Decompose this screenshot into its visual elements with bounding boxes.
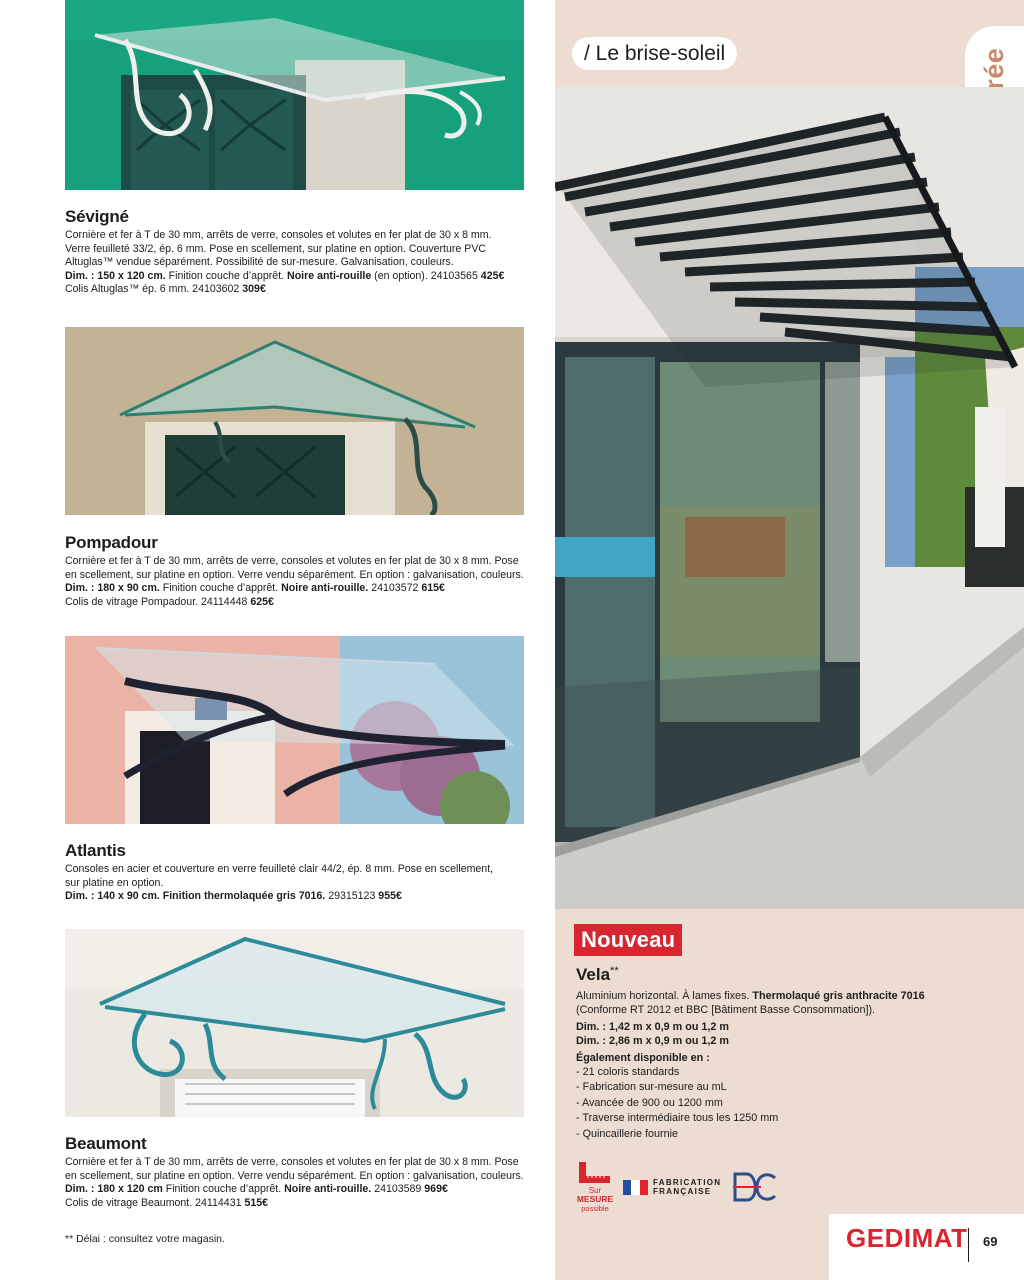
- product-extra-price: 309€: [242, 283, 266, 296]
- certification-logos: [576, 1160, 796, 1218]
- product-dimensions: Dim. : 1,42 m x 0,9 m ou 1,2 m Dim. : 2,86 m x 0,9 m ou 1,2 m: [576, 1021, 730, 1047]
- product-title: Beaumont: [65, 1134, 147, 1153]
- product-price: 969€: [424, 1183, 448, 1196]
- product-title: Pompadour: [65, 533, 158, 552]
- product-extra-price: 515€: [244, 1196, 269, 1209]
- section-title: / Le brise-soleil: [572, 37, 737, 70]
- product-description: Cornière et fer à T de 30 mm, arrêts de verre, consoles et volutes en fer plat de 30 x 8 mm. Pose en scellement, sur platine en option. Verre vendu séparément. En option : galvanisation, couleurs. Dim. : 180 x 120 cm Finition couche d’apprêt. Noire anti-rouille. 24103589 969€ Colis de vitrage Beaumont. 24114431 515€: [65, 1156, 524, 1209]
- footnote: ** Délai : consultez votre magasin.: [65, 1233, 225, 1245]
- mesure-line2: MESURE: [576, 1194, 614, 1204]
- fab-line2: FRANÇAISE: [653, 1187, 712, 1196]
- mesure-line1: Sur: [588, 1186, 602, 1195]
- atlantis-photo: [65, 636, 524, 824]
- list-item: - Traverse intermédiaire tous les 1250 mm: [576, 1112, 779, 1125]
- dc-certification-icon: [731, 1170, 781, 1204]
- product-beaumont: [65, 1134, 535, 1210]
- product-sevigne: [65, 207, 535, 297]
- product-price: 955€: [378, 890, 402, 903]
- product-vela: [576, 965, 966, 1142]
- beaumont-photo: [65, 929, 524, 1117]
- options-title: Également disponible en :: [576, 1052, 710, 1064]
- page-number: 69: [983, 1234, 998, 1249]
- pompadour-photo: [65, 327, 524, 515]
- product-title: Vela**: [576, 965, 619, 984]
- new-badge: Nouveau: [574, 924, 682, 956]
- french-flag-icon: [623, 1180, 648, 1195]
- list-item: - Avancée de 900 ou 1200 mm: [576, 1096, 723, 1109]
- list-item: - Quincaillerie fournie: [576, 1127, 679, 1140]
- product-title: Atlantis: [65, 841, 126, 860]
- fabrication-francaise-logo: [623, 1178, 721, 1196]
- product-description: Consoles en acier et couverture en verre feuilleté clair 44/2, ép. 8 mm. Pose en scellement, sur platine en option. Dim. : 140 x 90 cm. Finition thermolaquée gris 7016. 29315123 955€: [65, 863, 494, 903]
- product-atlantis: [65, 841, 535, 904]
- fab-line1: FABRICATION: [653, 1178, 722, 1187]
- product-price: 425€: [480, 269, 505, 282]
- gedimat-logo: GEDIMAT: [846, 1223, 968, 1253]
- mesure-line3: possible: [581, 1204, 609, 1213]
- product-description: Cornière et fer à T de 30 mm, arrêts de verre, consoles et volutes en fer plat de 30 x 8 mm. Pose en scellement, sur platine en option. Verre vendu séparément. En option : galvanisation, couleurs. Dim. : 180 x 90 cm. Finition couche d’apprêt. Noire anti-rouille. 24103572 615€ Colis de vitrage Pompadour. 24114448 625€: [65, 555, 524, 608]
- footer-divider: [968, 1228, 969, 1262]
- product-price: 615€: [421, 582, 445, 595]
- options-list: [576, 1065, 966, 1142]
- product-title: Sévigné: [65, 207, 129, 226]
- product-extra-price: 625€: [250, 595, 274, 608]
- sur-mesure-logo: [576, 1160, 614, 1218]
- product-description: Aluminium horizontal. À lames fixes. Thermolaqué gris anthracite 7016 (Conforme RT 2012 et BBC [Bâtiment Basse Consommation]).: [576, 990, 925, 1016]
- product-pompadour: [65, 533, 535, 609]
- sevigne-photo: [65, 0, 524, 190]
- list-item: - Fabrication sur-mesure au mL: [576, 1081, 727, 1094]
- product-description: Cornière et fer à T de 30 mm, arrêts de verre, consoles et volutes en fer plat de 30 x 8 mm. Verre feuilleté 33/2, ép. 6 mm. Pose en scellement, sur platine en option. Couverture PVC Altuglas™ vendue séparément. Possibilité de sur-mesure. Galvanisation, couleurs. Dim. : 150 x 120 cm. Finition couche d’apprêt. Noire anti-rouille (en option). 24103565 425€ Colis Altuglas™ ép. 6 mm. 24103602 309€: [65, 229, 505, 296]
- list-item: - 21 coloris standards: [576, 1066, 680, 1078]
- brise-soleil-photo: [555, 87, 1024, 909]
